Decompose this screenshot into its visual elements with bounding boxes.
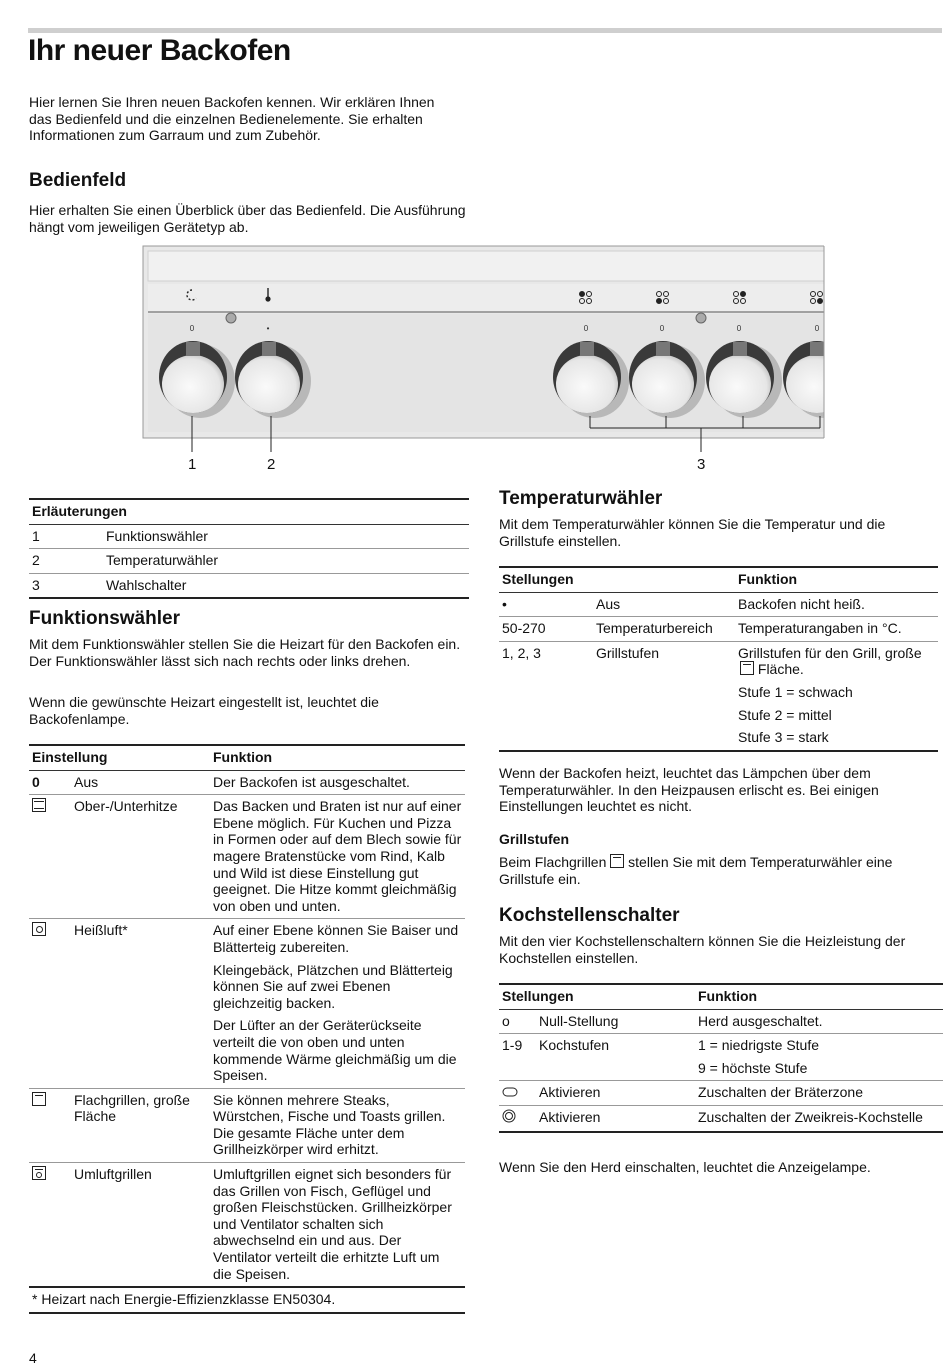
temperature-table [499,566,938,752]
mode-function: Sie können mehrere Steaks, Würstchen, Fische und Toasts grillen. Die gesamte Fläche unter dem Grillheizkörper wird erhitzt. [210,1088,465,1162]
hot-air-icon [32,922,46,936]
page-number: 4 [29,1350,37,1366]
footnote: * Heizart nach Energie-Effizienzklasse EN50304. [32,1291,336,1308]
mode-function: Umluftgrillen eignet sich besonders für das Grillen von Fisch, Geflügel und großen Fleischstücken. Grillheizkörper und Ventilator schalten sich abwechselnd ein und aus. Der Ventilator verteilt die erhitzte Luft um die Speisen. [213,1166,452,1282]
callout-1: 1 [188,456,197,473]
knob-mark-2: • [266,324,270,333]
full-grill-icon [740,661,754,675]
full-grill-icon [610,854,624,868]
temp-name: Temperaturbereich [593,617,735,642]
heating-modes-table [29,744,465,1314]
temp-position: 50-270 [499,617,593,642]
grill-level-3: Stufe 3 = stark [738,729,829,746]
temperaturwaehler-heading: Temperaturwähler [499,488,663,509]
legend-label: Wahlschalter [106,576,187,593]
knob-mark-4: 0 [659,324,665,333]
col-function: Funktion [735,567,938,592]
grillstufen-text: Beim Flachgrillen stellen Sie mit dem Temperaturwähler eine Grillstufe ein. [499,854,893,887]
page-title: Ihr neuer Backofen [28,34,291,67]
col-setting: Einstellung [29,745,210,770]
col-function: Funktion [210,745,465,770]
bedienfeld-text: Hier erhalten Sie einen Überblick über das Bedienfeld. Die Ausführung hängt vom jeweiligen Gerätetyp ab. [29,202,466,235]
hob-name: Kochstufen [536,1034,695,1081]
hob-name: Null-Stellung [536,1009,695,1034]
top-bottom-heat-icon [32,798,46,812]
mode-function: Das Backen und Braten ist nur auf einer Ebene möglich. Für Kuchen und Pizza in Formen oder auf dem Blech sowie für magere Bratenstücke vom Rind, Kalb und Wild ist diese Einstellung gut geeignet. Die Hitze kommt gleichmäßig von oben und unten. [210,795,465,919]
temperaturwaehler-after: Wenn der Backofen heizt, leuchtet das Lämpchen über dem Temperaturwähler. In den Heizpausen erlischt es. Bei einigen Einstellungen leuchtet es nicht. [499,765,879,815]
grill-level-2: Stufe 2 = mittel [738,706,832,723]
mode-function: Kleingebäck, Plätzchen und Blätterteig können Sie auf zwei Ebenen gleichzeitig backen. [213,961,453,1011]
legend-table [29,498,469,599]
col-function: Funktion [695,984,943,1009]
circulated-grill-icon [32,1166,46,1180]
roasting-zone-icon [502,1087,518,1097]
funktionswaehler-heading: Funktionswähler [29,608,180,629]
callout-3: 3 [697,456,706,473]
knob-mark-5: 0 [736,324,742,333]
bedienfeld-heading: Bedienfeld [29,170,127,191]
temp-function: Backofen nicht heiß. [735,592,938,617]
hob-function: Zuschalten der Bräterzone [695,1081,943,1106]
knob-mark-6: 0 [814,324,820,333]
col-positions: Stellungen [499,567,735,592]
mode-name: Aus [71,770,210,795]
hob-position: 1-9 [499,1034,536,1081]
kochstellenschalter-heading: Kochstellenschalter [499,905,680,926]
legend-label: Funktionswähler [103,524,469,549]
grillstufen-heading: Grillstufen [499,831,570,847]
mode-name: Heißluft* [71,919,210,1088]
mode-symbol-off: 0 [29,770,71,795]
mode-function: Der Lüfter an der Geräterückseite verteilt die von oben und unten kommende Wärme gleichmäßig um die Speisen. [213,1017,457,1084]
hob-function: 1 = niedrigste Stufe [698,1037,820,1054]
legend-header: Erläuterungen [29,499,469,524]
temperaturwaehler-text: Mit dem Temperaturwähler können Sie die Temperatur und die Grillstufe einstellen. [499,516,886,549]
temp-position: 1, 2, 3 [502,644,541,661]
temp-name: Aus [593,592,735,617]
hob-name: Aktivieren [536,1081,695,1106]
temp-name: Grillstufen [596,644,660,661]
hob-function: 9 = höchste Stufe [698,1059,808,1076]
kochstellenschalter-text: Mit den vier Kochstellenschaltern können Sie die Heizleistung der Kochstellen einstellen. [499,933,906,966]
dual-zone-icon [502,1109,516,1123]
intro-text: Hier lernen Sie Ihren neuen Backofen kennen. Wir erklären Ihnen das Bedienfeld und die einzelnen Bedienelemente. Sie erhalten Informationen zum Garraum und zum Zubehör. [29,94,435,144]
callout-2: 2 [267,456,276,473]
kochstellenschalter-after: Wenn Sie den Herd einschalten, leuchtet die Anzeigelampe. [499,1159,871,1175]
hob-function: Zuschalten der Zweikreis-Kochstelle [698,1108,923,1125]
mode-function: Auf einer Ebene können Sie Baiser und Blätterteig zubereiten. [213,922,459,955]
hob-function: Herd ausgeschaltet. [695,1009,943,1034]
hob-name: Aktivieren [539,1108,601,1125]
full-grill-icon [32,1092,46,1106]
mode-name: Umluftgrillen [74,1166,152,1183]
legend-num: 3 [32,576,40,593]
mode-function: Der Backofen ist ausgeschaltet. [210,770,465,795]
funktionswaehler-p2: Wenn die gewünschte Heizart eingestellt ist, leuchtet die Backofenlampe. [29,694,379,727]
legend-num: 2 [29,549,103,574]
legend-label: Temperaturwähler [103,549,469,574]
col-positions: Stellungen [499,984,695,1009]
mode-name: Flachgrillen, große Fläche [71,1088,210,1162]
hob-table [499,983,943,1133]
mode-name: Ober-/Unterhitze [71,795,210,919]
funktionswaehler-p1: Mit dem Funktionswähler stellen Sie die Heizart für den Backofen ein. Der Funktionswähler lässt sich nach rechts oder links drehen. [29,636,461,669]
knob-mark-1: 0 [189,324,195,333]
legend-num: 1 [29,524,103,549]
grill-level-1: Stufe 1 = schwach [738,683,853,700]
control-panel-illustration [140,244,830,476]
knob-mark-3: 0 [583,324,589,333]
temp-function: Grillstufen für den Grill, große Fläche. [738,644,922,678]
temp-function: Temperaturangaben in °C. [735,617,938,642]
top-rule [28,28,942,33]
hob-position: o [499,1009,536,1034]
temp-position: • [499,592,593,617]
